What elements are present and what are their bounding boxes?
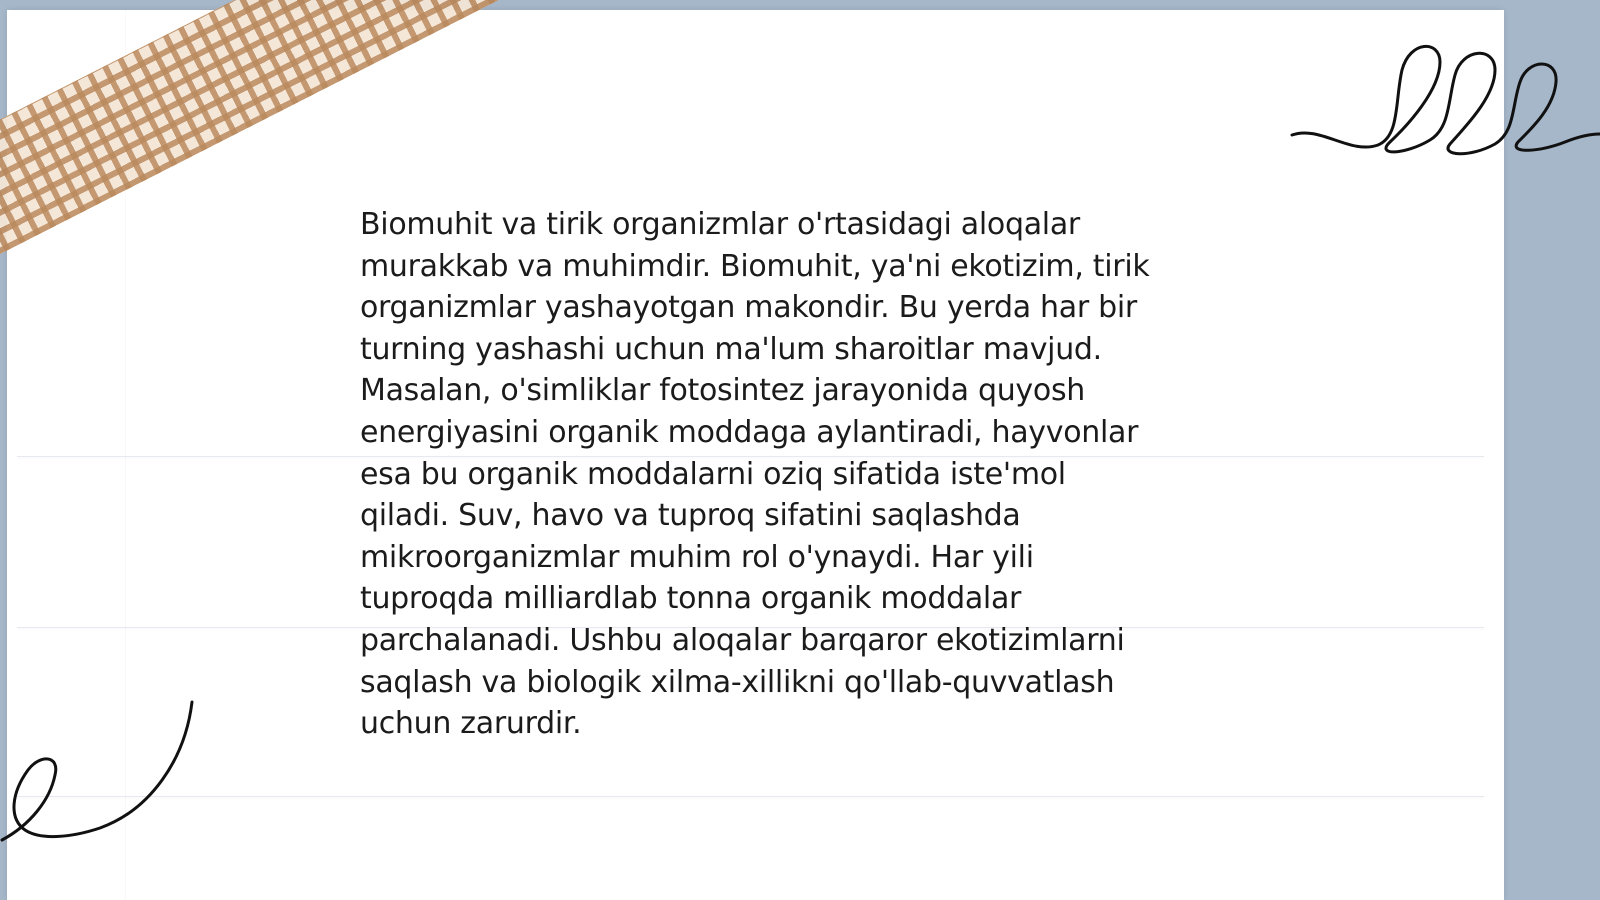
ruled-line xyxy=(17,796,1484,797)
check-squiggle-icon xyxy=(0,700,200,850)
body-paragraph: Biomuhit va tirik organizmlar o'rtasidagi aloqalar murakkab va muhimdir. Biomuhit, ya'ni ekotizim, tirik organizmlar yashayotgan makondir. Bu yerda har bir turning yashashi uchun ma'lum sharoitlar mavjud. Masalan, o'simliklar fotosintez jarayonida quyosh energiyasini organik moddaga aylantiradi, hayvonlar esa bu organik moddalarni oziq sifatida iste'mol qiladi. Suv, havo va tuproq sifatini saqlashda mikroorganizmlar muhim rol o'ynaydi. Har yili tuproqda milliardlab tonna organik moddalar parchalanadi. Ushbu aloqalar barqaror ekotizimlarni saqlash va biologik xilma-xillikni qo'llab-quvvatlash uchun zarurdir. xyxy=(360,207,1150,742)
loop-squiggle-icon xyxy=(1290,30,1600,165)
